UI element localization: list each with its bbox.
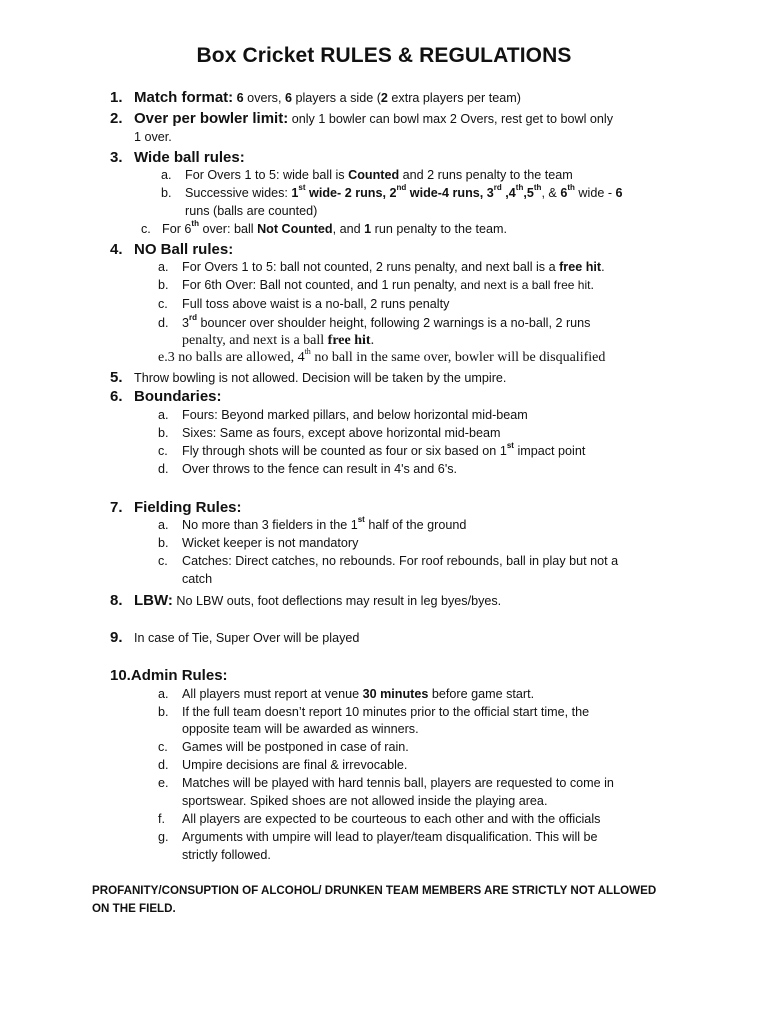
subrule-text: before game start. bbox=[428, 687, 535, 701]
subrule-letter: d. bbox=[158, 462, 169, 476]
superscript: rd bbox=[493, 183, 502, 192]
footer-warning-line1: PROFANITY/CONSUPTION OF ALCOHOL/ DRUNKEN TEAM MEMBERS ARE STRICTLY NOT ALLOWED bbox=[92, 884, 657, 897]
subrule-wide-b bbox=[161, 183, 623, 200]
rule-heading: Wide ball rules: bbox=[134, 149, 245, 166]
subrule-text-bold: free hit bbox=[327, 333, 371, 348]
rule-admin bbox=[110, 667, 228, 684]
subrule-text: bouncer over shoulder height, following 2 warnings is a no-ball, 2 runs bbox=[197, 316, 591, 330]
subrule-admin-a bbox=[158, 687, 534, 701]
subrule-text: . bbox=[590, 278, 594, 292]
subrule-boundary-d bbox=[158, 462, 457, 476]
subrule-text-bold: ,4 bbox=[501, 186, 516, 200]
subrule-text: No more than 3 fielders in the 1 bbox=[182, 518, 358, 532]
rule-match-format bbox=[110, 89, 521, 106]
subrule-fielding-b bbox=[158, 536, 358, 550]
rule-number: 5. bbox=[110, 369, 123, 386]
rule-heading: LBW: bbox=[134, 592, 173, 609]
rule-text: Throw bowling is not allowed. Decision will be taken by the umpire. bbox=[134, 371, 507, 385]
subrule-noball-d bbox=[158, 313, 591, 330]
subrule-wide-a bbox=[161, 168, 573, 182]
subrule-admin-b bbox=[158, 705, 589, 719]
subrule-text: penalty, and next is a ball bbox=[182, 333, 328, 348]
rule-heading: Match format: bbox=[134, 89, 234, 106]
subrule-letter: e. bbox=[158, 776, 169, 790]
subrule-letter: a. bbox=[161, 168, 172, 182]
rule-number: 2. bbox=[110, 110, 123, 127]
subrule-text-bold: Counted bbox=[348, 168, 400, 182]
subrule-text: impact point bbox=[513, 444, 586, 458]
subrule-text: Wicket keeper is not mandatory bbox=[182, 536, 359, 550]
rule-number: 9. bbox=[110, 629, 123, 646]
rule-number: 1. bbox=[110, 89, 123, 106]
subrule-text: and next is a ball free hit bbox=[460, 278, 591, 292]
subrule-text-bold: 6 bbox=[615, 186, 623, 200]
subrule-text-bold: 1 bbox=[291, 186, 299, 200]
subrule-letter: c. bbox=[158, 740, 168, 754]
subrule-text: Matches will be played with hard tennis ball, players are requested to come in bbox=[182, 776, 614, 790]
rule-heading: Over per bowler limit: bbox=[134, 110, 289, 127]
rule-text: extra players per team) bbox=[387, 91, 521, 105]
subrule-text-bold: 1 bbox=[364, 222, 372, 236]
footer-warning-line2: ON THE FIELD. bbox=[92, 902, 176, 915]
subrule-admin-g bbox=[158, 830, 598, 844]
subrule-text: For 6 bbox=[162, 222, 192, 236]
superscript: rd bbox=[189, 313, 198, 322]
subrule-letter: b. bbox=[158, 536, 169, 550]
subrule-letter: d. bbox=[158, 758, 169, 772]
subrule-text: Umpire decisions are final & irrevocable. bbox=[182, 758, 408, 772]
rule-tie bbox=[110, 629, 359, 646]
subrule-letter: a. bbox=[158, 408, 169, 422]
superscript: th bbox=[567, 183, 575, 192]
subrule-boundary-c bbox=[158, 441, 586, 458]
subrule-letter: b. bbox=[158, 278, 169, 292]
subrule-text: All players are expected to be courteous to each other and with the officials bbox=[182, 812, 601, 826]
rule-wide-ball bbox=[110, 149, 245, 166]
superscript: th bbox=[533, 183, 542, 192]
subrule-noball-c bbox=[158, 297, 449, 311]
subrule-text-bold: ,5 bbox=[523, 186, 534, 200]
subrule-letter: a. bbox=[158, 260, 169, 274]
rule-throw-bowling bbox=[110, 369, 506, 386]
subrule-text: 3 no balls are allowed, 4 bbox=[167, 350, 305, 365]
subrule-text: 3 bbox=[182, 316, 190, 330]
subrule-letter: f. bbox=[158, 812, 165, 826]
subrule-letter: a. bbox=[158, 518, 169, 532]
subrule-text: half of the ground bbox=[364, 518, 467, 532]
subrule-fielding-c bbox=[158, 554, 618, 568]
superscript: th bbox=[515, 183, 524, 192]
subrule-text-continued: runs (balls are counted) bbox=[185, 204, 318, 218]
rule-over-limit bbox=[110, 110, 613, 127]
rule-heading: Fielding Rules: bbox=[134, 499, 242, 516]
subrule-text: Fours: Beyond marked pillars, and below horizontal mid-beam bbox=[182, 408, 528, 422]
subrule-text: Full toss above waist is a no-ball, 2 runs penalty bbox=[182, 297, 450, 311]
subrule-text: , and bbox=[332, 222, 365, 236]
subrule-boundary-a bbox=[158, 408, 528, 422]
subrule-text: For 6th Over: Ball not counted, and 1 run penalty, bbox=[182, 278, 461, 292]
subrule-text: and 2 runs penalty to the team bbox=[399, 168, 573, 182]
rule-text: No LBW outs, foot deflections may result in leg byes/byes. bbox=[172, 594, 502, 608]
subrule-text-bold: wide-4 runs, 3 bbox=[406, 186, 494, 200]
rule-number: 3. bbox=[110, 149, 123, 166]
rule-number: 7. bbox=[110, 499, 123, 516]
subrule-text-continued: strictly followed. bbox=[182, 848, 271, 862]
subrule-text-bold: free hit bbox=[559, 260, 602, 274]
subrule-noball-e bbox=[158, 347, 606, 366]
subrule-text: run penalty to the team. bbox=[371, 222, 507, 236]
subrule-text: Sixes: Same as fours, except above horizontal mid-beam bbox=[182, 426, 501, 440]
subrule-letter: c. bbox=[158, 554, 168, 568]
subrule-text-bold: 30 minutes bbox=[362, 687, 429, 701]
subrule-admin-c bbox=[158, 740, 409, 754]
subrule-letter: e. bbox=[158, 350, 168, 365]
superscript: st bbox=[357, 515, 365, 524]
rule-text-bold: 6 bbox=[236, 91, 244, 105]
subrule-text: Fly through shots will be counted as four or six based on 1 bbox=[182, 444, 507, 458]
subrule-text: For Overs 1 to 5: ball not counted, 2 runs penalty, and next ball is a bbox=[182, 260, 560, 274]
subrule-letter: d. bbox=[158, 316, 169, 330]
rule-heading: Boundaries: bbox=[134, 388, 222, 405]
subrule-noball-a bbox=[158, 260, 605, 274]
rule-text-continued: 1 over. bbox=[134, 130, 172, 144]
rule-text: In case of Tie, Super Over will be played bbox=[134, 631, 360, 645]
subrule-text: . bbox=[601, 260, 605, 274]
subrule-text: Over throws to the fence can result in 4's and 6's. bbox=[182, 462, 458, 476]
subrule-text-bold: wide- 2 runs, 2 bbox=[305, 186, 397, 200]
rule-text-bold: 2 bbox=[380, 91, 388, 105]
rule-boundaries bbox=[110, 388, 222, 405]
subrule-text: All players must report at venue bbox=[182, 687, 363, 701]
rule-number: 6. bbox=[110, 388, 123, 405]
subrule-noball-b bbox=[158, 278, 594, 292]
rule-text: players a side ( bbox=[292, 91, 381, 105]
subrule-wide-c bbox=[141, 219, 507, 236]
subrule-text: wide - bbox=[574, 186, 616, 200]
subrule-admin-e bbox=[158, 776, 614, 790]
superscript: st bbox=[298, 183, 306, 192]
rule-text: overs, bbox=[243, 91, 285, 105]
subrule-admin-f bbox=[158, 812, 600, 826]
rule-heading: Admin Rules: bbox=[130, 667, 228, 684]
subrule-fielding-a bbox=[158, 515, 467, 532]
subrule-text-continued: catch bbox=[182, 572, 213, 586]
subrule-text: Games will be postponed in case of rain. bbox=[182, 740, 409, 754]
superscript: th bbox=[191, 219, 199, 228]
superscript: nd bbox=[396, 183, 407, 192]
rule-heading: NO Ball rules: bbox=[134, 241, 234, 258]
subrule-text: Successive wides: bbox=[185, 186, 292, 200]
subrule-letter: c. bbox=[141, 222, 151, 236]
subrule-text-bold: Not Counted bbox=[257, 222, 333, 236]
subrule-letter: b. bbox=[158, 426, 169, 440]
rule-number: 8. bbox=[110, 592, 123, 609]
superscript: th bbox=[304, 347, 311, 356]
rule-text-bold: 6 bbox=[284, 91, 292, 105]
subrule-text: Catches: Direct catches, no rebounds. For roof rebounds, ball in play but not a bbox=[182, 554, 619, 568]
subrule-letter: b. bbox=[161, 186, 172, 200]
subrule-text: over: ball bbox=[198, 222, 258, 236]
subrule-letter: c. bbox=[158, 444, 168, 458]
subrule-text: no ball in the same over, bowler will be disqualified bbox=[310, 350, 606, 365]
superscript: st bbox=[506, 441, 514, 450]
subrule-text: If the full team doesn’t report 10 minutes prior to the official start time, the bbox=[182, 705, 590, 719]
subrule-text-continued: opposite team will be awarded as winners. bbox=[182, 722, 419, 736]
subrule-letter: g. bbox=[158, 830, 169, 844]
rule-number: 4. bbox=[110, 241, 123, 258]
rule-fielding bbox=[110, 499, 242, 516]
subrule-text-continued bbox=[182, 333, 374, 349]
rule-lbw bbox=[110, 592, 501, 609]
subrule-letter: b. bbox=[158, 705, 169, 719]
subrule-text: Arguments with umpire will lead to player/team disqualification. This will be bbox=[182, 830, 598, 844]
rule-no-ball bbox=[110, 241, 233, 258]
subrule-admin-d bbox=[158, 758, 407, 772]
subrule-text: , & bbox=[541, 186, 561, 200]
subrule-letter: c. bbox=[158, 297, 168, 311]
rule-number: 10. bbox=[110, 667, 131, 684]
rule-text: only 1 bowler can bowl max 2 Overs, rest get to bowl only bbox=[288, 112, 614, 126]
page-title: Box Cricket RULES & REGULATIONS bbox=[196, 44, 572, 67]
subrule-text-continued: sportswear. Spiked shoes are not allowed inside the playing area. bbox=[182, 794, 548, 808]
subrule-letter: a. bbox=[158, 687, 169, 701]
subrule-text: For Overs 1 to 5: wide ball is bbox=[185, 168, 349, 182]
subrule-boundary-b bbox=[158, 426, 501, 440]
subrule-text-bold: 6 bbox=[560, 186, 568, 200]
subrule-text: . bbox=[370, 333, 375, 348]
